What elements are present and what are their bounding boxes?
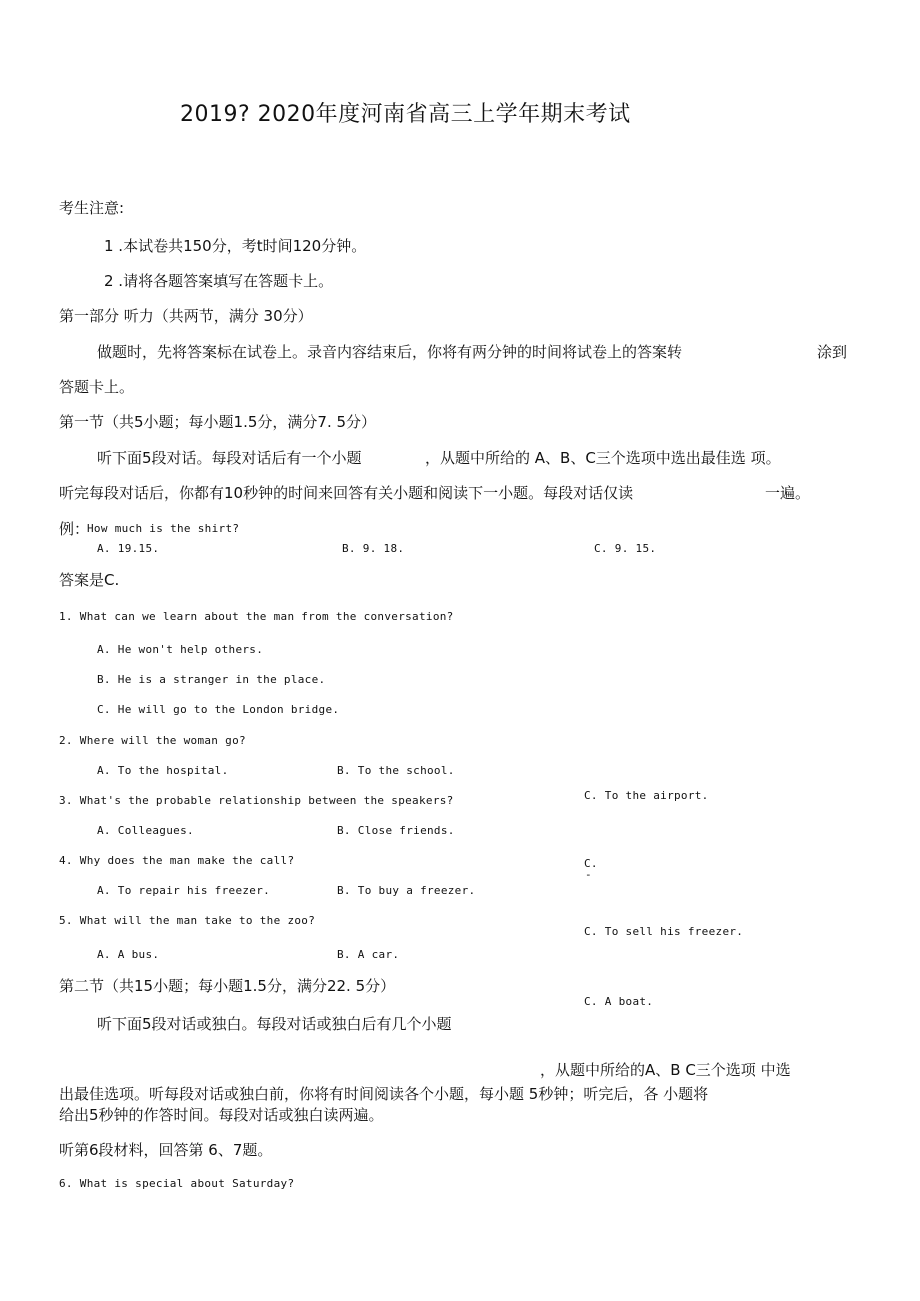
section2-heading: 第二节（共15小题；每小题1.5分，满分22. 5分） — [59, 977, 396, 995]
example-question: How much is the shirt? — [87, 522, 240, 535]
question-3-option-c-mark: - — [585, 868, 592, 881]
question-5-option-b: B. A car. — [337, 948, 400, 961]
section2-instruction-end: 给出5秒钟的作答时间。每段对话或独白读两遍。 — [59, 1106, 384, 1124]
example-option-b: B. 9. 18. — [342, 542, 405, 555]
section1-instruction-cont: 听完每段对话后，你都有10秒钟的时间来回答有关小题和阅读下一小题。每段对话仅读 — [59, 484, 634, 502]
notice-item-2: 2 .请将各题答案填写在答题卡上。 — [104, 272, 334, 290]
question-1: 1. What can we learn about the man from the conversation? — [59, 610, 454, 623]
part1-heading: 第一部分 听力（共两节，满分 30分） — [59, 307, 313, 325]
question-4-option-b: B. To buy a freezer. — [337, 884, 476, 897]
section1-instruction-end: 一遍。 — [765, 484, 811, 502]
section1-instruction: 听下面5段对话。每段对话后有一个小题 — [97, 449, 362, 467]
question-3: 3. What's the probable relationship between the speakers? — [59, 794, 454, 807]
example-label: 例： — [59, 520, 90, 538]
question-2-option-c: C. To the airport. — [584, 789, 709, 802]
notice-item-1: 1 .本试卷共150分，考t时间120分钟。 — [104, 237, 367, 255]
question-4-option-c: C. To sell his freezer. — [584, 925, 744, 938]
section2-instruction: 听下面5段对话或独白。每段对话或独白后有几个小题 — [97, 1015, 452, 1033]
page-title: 2019? 2020年度河南省高三上学年期末考试 — [180, 102, 631, 127]
notice-heading: 考生注意: — [59, 199, 125, 217]
question-4: 4. Why does the man make the call? — [59, 854, 295, 867]
question-6: 6. What is special about Saturday? — [59, 1177, 295, 1190]
question-3-option-b: B. Close friends. — [337, 824, 455, 837]
question-2: 2. Where will the woman go? — [59, 734, 246, 747]
part1-instruction: 做题时，先将答案标在试卷上。录音内容结束后，你将有两分钟的时间将试卷上的答案转 — [97, 343, 683, 361]
question-3-option-a: A. Colleagues. — [97, 824, 194, 837]
part1-instruction-end: 涂到 — [817, 343, 848, 361]
section1-instruction-mid: ，从题中所给的 A、B、C三个选项中选出最佳选 项。 — [425, 449, 781, 467]
question-1-option-c: C. He will go to the London bridge. — [97, 703, 340, 716]
question-3-option-c: C. — [584, 857, 598, 870]
section1-heading: 第一节（共5小题；每小题1.5分，满分7. 5分） — [59, 413, 377, 431]
question-1-option-a: A. He won't help others. — [97, 643, 264, 656]
question-5: 5. What will the man take to the zoo? — [59, 914, 316, 927]
example-option-c: C. 9. 15. — [594, 542, 657, 555]
question-2-option-a: A. To the hospital. — [97, 764, 229, 777]
question-5-option-c: C. A boat. — [584, 995, 654, 1008]
example-answer: 答案是C. — [59, 571, 120, 589]
question-1-option-b: B. He is a stranger in the place. — [97, 673, 326, 686]
question-2-option-b: B. To the school. — [337, 764, 455, 777]
part1-instruction-cont: 答题卡上。 — [59, 378, 135, 396]
material-6-heading: 听第6段材料，回答第 6、7题。 — [59, 1141, 273, 1159]
example-option-a: A. 19.15. — [97, 542, 160, 555]
section2-instruction-cont: 出最佳选项。听每段对话或独白前，你将有时间阅读各个小题，每小题 5秒钟；听完后，各 小题将 — [59, 1085, 709, 1103]
question-4-option-a: A. To repair his freezer. — [97, 884, 271, 897]
section2-instruction-mid: ，从题中所给的A、B C三个选项 中选 — [540, 1061, 791, 1079]
question-5-option-a: A. A bus. — [97, 948, 160, 961]
